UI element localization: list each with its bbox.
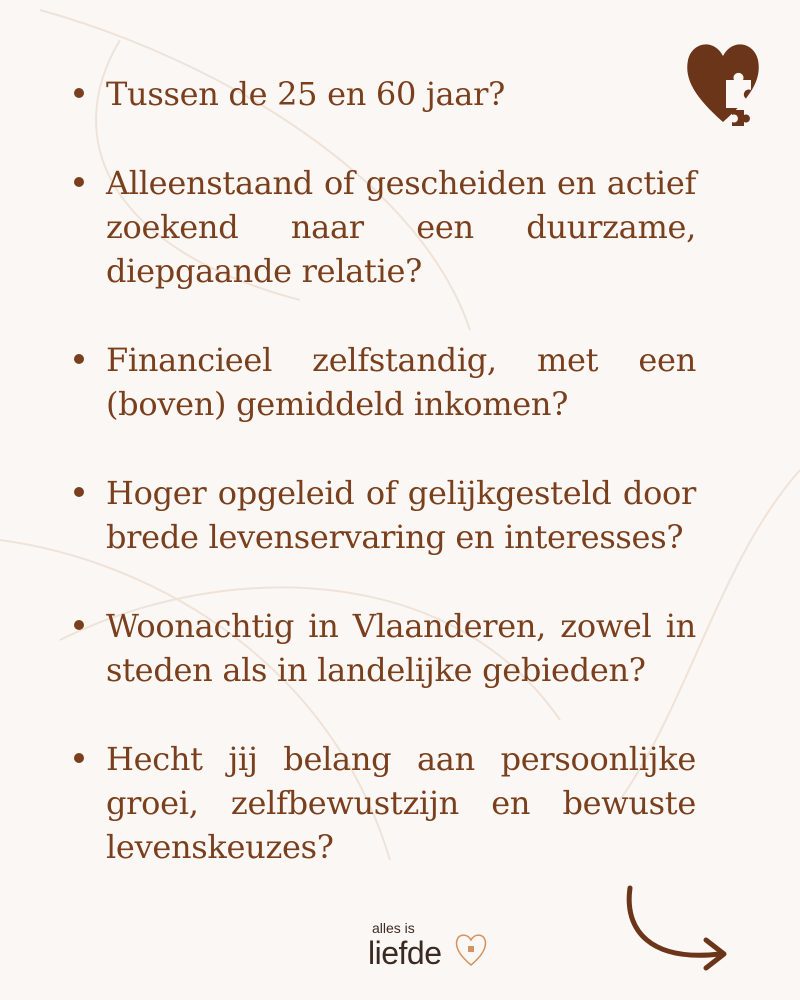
- bullet: [74, 177, 84, 187]
- bullet: [74, 354, 84, 364]
- list-item: [72, 604, 696, 692]
- list-item: [72, 471, 696, 559]
- brand-line-2: liefde: [368, 935, 442, 971]
- list-item: [72, 161, 696, 293]
- list-item: [72, 338, 696, 426]
- item-text: Hecht jij belang aan persoonlijke groei, zelfbewustzijn en bewuste levenskeuzes?: [106, 740, 696, 866]
- brand-line-1: alles is: [372, 920, 415, 936]
- bullet: [74, 753, 84, 763]
- bullet: [74, 487, 84, 497]
- list-item: [72, 72, 696, 116]
- item-text: Financieel zelfstandig, met een (boven) gemiddeld inkomen?: [106, 341, 696, 423]
- brand-logo: [368, 920, 498, 980]
- item-text: Alleenstaand of gescheiden en actief zoekend naar een duurzame, diepgaande relatie?: [106, 164, 696, 290]
- bullet: [74, 620, 84, 630]
- list-item: [72, 737, 696, 869]
- criteria-list: [72, 72, 696, 869]
- bullet: [74, 88, 84, 98]
- item-text: Woonachtig in Vlaanderen, zowel in steden als in landelijke gebieden?: [106, 607, 696, 689]
- item-text: Tussen de 25 en 60 jaar?: [106, 75, 505, 113]
- item-text: Hoger opgeleid of gelijkgesteld door brede levenservaring en interesses?: [106, 474, 696, 556]
- curved-arrow-icon: [610, 880, 750, 980]
- heart-icon: [454, 932, 488, 968]
